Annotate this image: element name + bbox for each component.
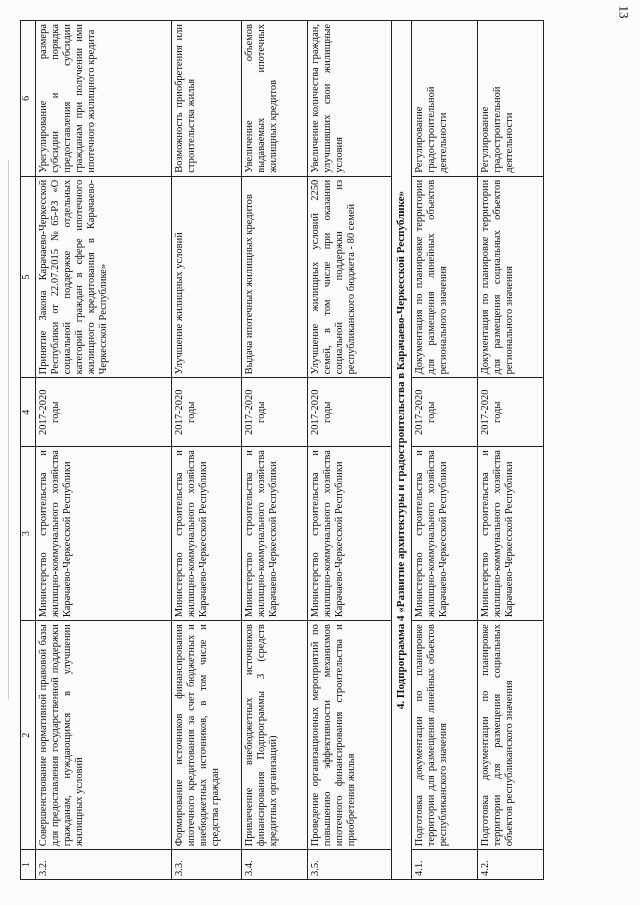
result-cell: Документация по планировке территории для размещения социальных объектов регионального значения bbox=[477, 176, 543, 378]
period-cell: 2017-2020 годы bbox=[242, 378, 308, 447]
row-number: 4.2. bbox=[477, 850, 543, 880]
goal-cell: Урегулирование размера субсидии и порядка предоставления субсидии гражданам при получении ими ипотечного жилищного кредита bbox=[36, 21, 172, 177]
measure-cell: Совершенствование нормативной правовой базы для предоставления государственной поддержки гражданам, нуждающимся в улучшении жилищных условий bbox=[36, 621, 172, 850]
period-cell: 2017-2020 годы bbox=[36, 378, 172, 447]
result-cell: Принятие Закона Карачаево-Черкесской Республики от 22.07.2015 №65-РЗ «О социальной поддержке отдельных категорий граждан в сфере ипотечного жилищного кредитования в Карачаево-Черкесской Республике» bbox=[36, 176, 172, 378]
row-number: 3.2. bbox=[36, 850, 172, 880]
measure-cell: Формирование источников финансирования ипотечного кредитования за счет бюджетных и внебюджетных источников, в том числе и средства граждан bbox=[172, 621, 242, 850]
result-cell: Улучшение жилищных условий 2250 семей, в том числе при оказании социальной поддержки из республиканского бюджета - 80 семей bbox=[308, 176, 392, 378]
executor-cell: Министерство строительства и жилищно-коммунального хозяйства Карачаево-Черкесской Республики bbox=[36, 447, 172, 621]
row-number: 3.5. bbox=[308, 850, 392, 880]
executor-cell: Министерство строительства и жилищно-коммунального хозяйства Карачаево-Черкесской Республики bbox=[242, 447, 308, 621]
result-cell: Документация по планировке территории для размещения линейных объектов регионального значения bbox=[411, 176, 477, 378]
executor-cell: Министерство строительства и жилищно-коммунального хозяйства Карачаево-Черкесской Республики bbox=[411, 447, 477, 621]
table-row bbox=[242, 21, 308, 880]
executor-cell: Министерство строительства и жилищно-коммунального хозяйства Карачаево-Черкесской Республики bbox=[477, 447, 543, 621]
goal-cell: Регулирование градостроительной деятельности bbox=[411, 21, 477, 177]
goal-cell: Увеличение объемов выдаваемых ипотечных жилищных кредитов bbox=[242, 21, 308, 177]
row-number: 3.4. bbox=[242, 850, 308, 880]
scan-edge-line bbox=[8, 160, 9, 700]
period-cell: 2017-2020 годы bbox=[411, 378, 477, 447]
measure-cell: Привлечение внебюджетных источников финансирования Подпрограммы 3 (средств кредитных организаций) bbox=[242, 621, 308, 850]
header-cell: 4 bbox=[21, 378, 36, 447]
header-cell: 6 bbox=[21, 21, 36, 177]
executor-cell: Министерство строительства и жилищно-коммунального хозяйства Карачаево-Черкесской Республики bbox=[308, 447, 392, 621]
goal-cell: Увеличение количества граждан, улучшивших свои жилищные условия bbox=[308, 21, 392, 177]
row-number: 4.1. bbox=[411, 850, 477, 880]
landscape-sheet bbox=[20, 20, 630, 880]
header-row bbox=[21, 21, 36, 880]
table-row bbox=[172, 21, 242, 880]
measures-table bbox=[20, 20, 544, 880]
measure-cell: Проведение организационных мероприятий по повышению эффективности механизмов ипотечного финансирования строительства и приобретения жилья bbox=[308, 621, 392, 850]
rotated-content bbox=[20, 20, 640, 876]
goal-cell: Регулирование градостроительной деятельности bbox=[477, 21, 543, 177]
measure-cell: Подготовка документации по планировке территории для размещения социальных объектов республиканского значения bbox=[477, 621, 543, 850]
table-row bbox=[411, 21, 477, 880]
goal-cell: Возможность приобретения или строительства жилья bbox=[172, 21, 242, 177]
executor-cell: Министерство строительства и жилищно-коммунального хозяйства Карачаево-Черкесской Республики bbox=[172, 447, 242, 621]
row-number: 3.3. bbox=[172, 850, 242, 880]
result-cell: Выдача ипотечных жилищных кредитов bbox=[242, 176, 308, 378]
section-title: 4. Подпрограмма 4 «Развитие архитектуры и градостроительства в Карачаево-Черкесской Республике» bbox=[392, 21, 412, 880]
page-number: 13 bbox=[616, 5, 632, 19]
header-cell: 3 bbox=[21, 447, 36, 621]
period-cell: 2017-2020 годы bbox=[172, 378, 242, 447]
header-cell: 1 bbox=[21, 850, 36, 880]
table-row bbox=[477, 21, 543, 880]
period-cell: 2017-2020 годы bbox=[308, 378, 392, 447]
measure-cell: Подготовка документации по планировке территории для размещения линейных объектов республиканского значения bbox=[411, 621, 477, 850]
header-cell: 5 bbox=[21, 176, 36, 378]
table-row bbox=[36, 21, 172, 880]
period-cell: 2017-2020 годы bbox=[477, 378, 543, 447]
table-row bbox=[308, 21, 392, 880]
section-row bbox=[392, 21, 412, 880]
header-cell: 2 bbox=[21, 621, 36, 850]
result-cell: Улучшение жилищных условий bbox=[172, 176, 242, 378]
